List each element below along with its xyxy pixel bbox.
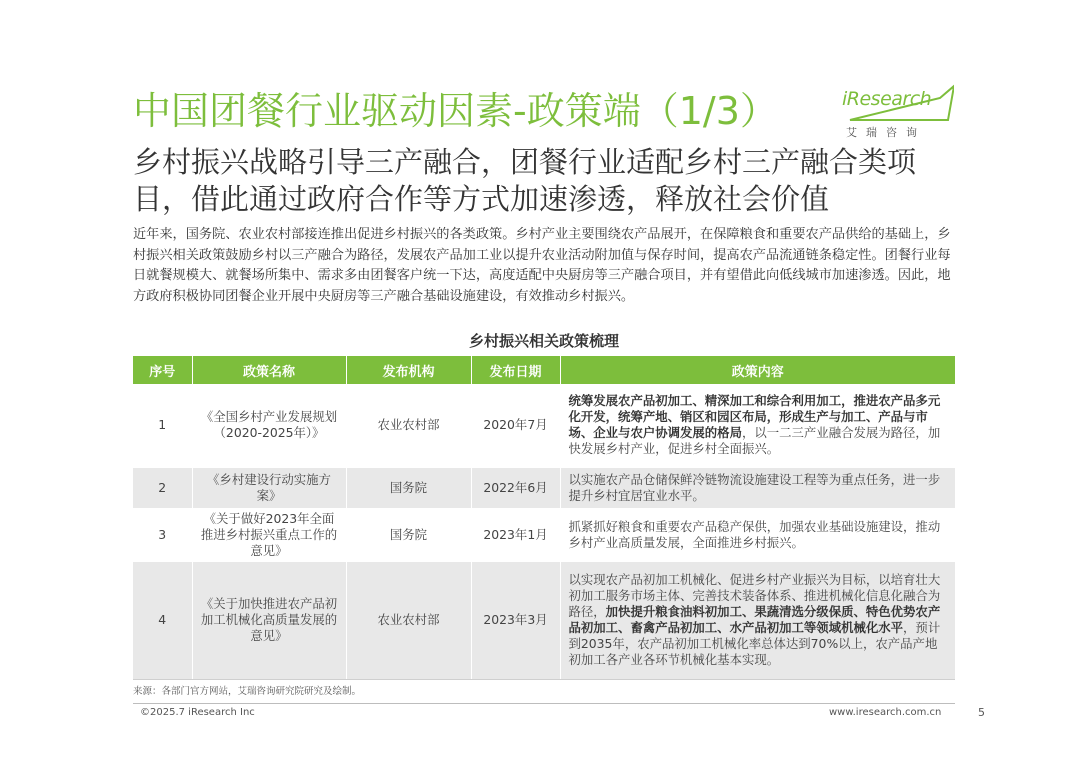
row-date: 2022年6月 <box>471 467 560 508</box>
content-rest: ，以一二三产业融合发展为路径，加快发展乡村产业，促进乡村全面振兴。 <box>568 425 941 457</box>
header-name: 政策名称 <box>192 356 346 384</box>
row-name: 《关于做好2023年全面推进乡村振兴重点工作的意见》 <box>192 508 346 561</box>
table-row <box>133 467 955 508</box>
row-no: 1 <box>133 384 192 467</box>
page-subtitle: 乡村振兴战略引导三产融合，团餐行业适配乡村三产融合类项目，借此通过政府合作等方式加速渗透，释放社会价值 <box>133 145 917 216</box>
table-row <box>133 561 955 679</box>
content-bold: 加快提升粮食油料初加工、果蔬清选分级保质、特色优势农产品初加工、畜禽产品初加工、水产品初加工等领域机械化水平 <box>568 604 941 635</box>
iresearch-logo <box>842 84 957 144</box>
page-number: 5 <box>978 706 985 719</box>
row-date: 2023年3月 <box>471 561 560 679</box>
table-bottom-divider <box>133 679 955 680</box>
row-name: 《全国乡村产业发展规划（2020-2025年）》 <box>192 384 346 467</box>
row-date: 2023年1月 <box>471 508 560 561</box>
intro-paragraph: 近年来，国务院、农业农村部接连推出促进乡村振兴的各类政策。乡村产业主要围绕农产品展开，在保障粮食和重要农产品供给的基础上，乡村振兴相关政策鼓励乡村以三产融合为路径，发展农产品加工业以提升农业活动附加值与保存时间，提高农产品流通链条稳定性。团餐行业每日就餐规模大、就餐场所集中、需求多由团餐客户统一下达，高度适配中央厨房等三产融合项目，并有望借此向低线城市加速渗透。因此，地方政府积极协同团餐企业开展中央厨房等三产融合基础设施建设，有效推动乡村振兴。 <box>133 227 951 304</box>
content-rest: ，预计到2035年，农产品初加工机械化率总体达到70%以上，农产品产地初加工各产业各环节机械化基本实现。 <box>568 620 941 667</box>
header-org: 发布机构 <box>346 356 471 384</box>
logo-brand-text: iResearch <box>842 88 932 110</box>
footer-copyright: ©2025.7 iResearch Inc <box>140 707 255 718</box>
logo-cn-text: 艾瑞咨询 <box>846 126 926 139</box>
source-note: 来源：各部门官方网站，艾瑞咨询研究院研究及绘制。 <box>133 686 362 697</box>
header-date: 发布日期 <box>471 356 560 384</box>
table-header-row <box>133 356 955 384</box>
row-org: 国务院 <box>346 508 471 561</box>
policy-table <box>133 356 955 680</box>
row-content <box>560 561 955 679</box>
row-no: 4 <box>133 561 192 679</box>
row-no: 2 <box>133 467 192 508</box>
footer-website: www.iresearch.com.cn <box>829 707 942 718</box>
page-title: 中国团餐行业驱动因素-政策端（1/3） <box>133 89 778 133</box>
header-content: 政策内容 <box>560 356 955 384</box>
header-no: 序号 <box>133 356 192 384</box>
table-title: 乡村振兴相关政策梳理 <box>468 332 619 350</box>
row-content: 以实施农产品仓储保鲜冷链物流设施建设工程等为重点任务，进一步提升乡村宜居宜业水平。 <box>560 467 955 508</box>
row-org: 农业农村部 <box>346 561 471 679</box>
table-row <box>133 384 955 467</box>
content-pre: 以实现农产品初加工机械化、促进乡村产业振兴为目标，以培育壮大初加工服务市场主体、完善技术装备体系、推进机械化信息化融合为路径， <box>568 572 941 619</box>
footer-divider <box>133 703 955 704</box>
row-no: 3 <box>133 508 192 561</box>
row-name: 《乡村建设行动实施方案》 <box>192 467 346 508</box>
row-content <box>560 384 955 467</box>
table-row <box>133 508 955 561</box>
row-date: 2020年7月 <box>471 384 560 467</box>
row-org: 国务院 <box>346 467 471 508</box>
row-content: 抓紧抓好粮食和重要农产品稳产保供，加强农业基础设施建设，推动乡村产业高质量发展，全面推进乡村振兴。 <box>560 508 955 561</box>
content-bold: 统筹发展农产品初加工、精深加工和综合利用加工，推进农产品多元化开发，统筹产地、销区和园区布局，形成生产与加工、产品与市场、企业与农户协调发展的格局 <box>568 393 941 441</box>
row-org: 农业农村部 <box>346 384 471 467</box>
row-name: 《关于加快推进农产品初加工机械化高质量发展的意见》 <box>192 561 346 679</box>
